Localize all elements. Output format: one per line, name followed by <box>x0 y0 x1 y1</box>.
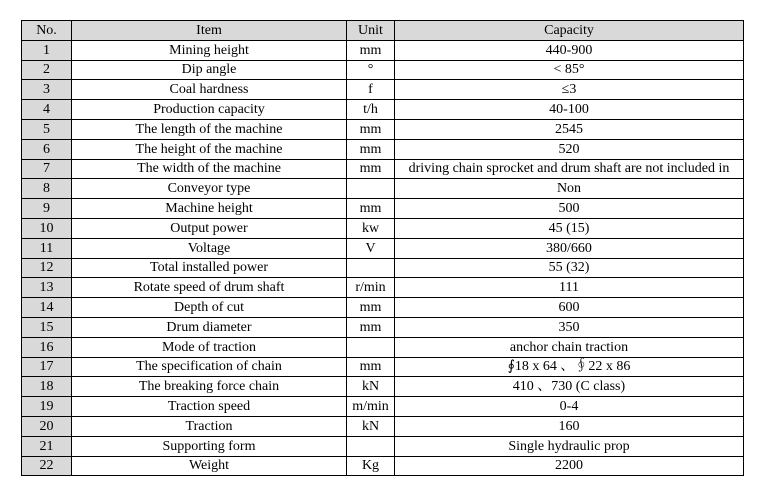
row-number-cell: 17 <box>22 357 72 377</box>
row-number-cell: 21 <box>22 436 72 456</box>
row-number-cell: 4 <box>22 100 72 120</box>
item-cell: Production capacity <box>72 100 347 120</box>
header-unit: Unit <box>347 21 395 41</box>
capacity-cell: 0-4 <box>395 397 744 417</box>
capacity-cell: Non <box>395 179 744 199</box>
table-row <box>22 238 744 258</box>
table-row <box>22 119 744 139</box>
unit-cell: kN <box>347 377 395 397</box>
item-cell: The width of the machine <box>72 159 347 179</box>
table-row <box>22 199 744 219</box>
item-cell: Total installed power <box>72 258 347 278</box>
capacity-cell: driving chain sprocket and drum shaft are not included in <box>395 159 744 179</box>
capacity-cell: 160 <box>395 416 744 436</box>
unit-cell <box>347 179 395 199</box>
header-item: Item <box>72 21 347 41</box>
specification-table <box>21 20 744 476</box>
table-row <box>22 337 744 357</box>
capacity-cell: 45 (15) <box>395 218 744 238</box>
item-cell: The length of the machine <box>72 119 347 139</box>
capacity-cell: 350 <box>395 317 744 337</box>
header-no: No. <box>22 21 72 41</box>
table-row <box>22 179 744 199</box>
header-capacity: Capacity <box>395 21 744 41</box>
table-header-row <box>22 21 744 41</box>
unit-cell: kN <box>347 416 395 436</box>
row-number-cell: 9 <box>22 199 72 219</box>
row-number-cell: 3 <box>22 80 72 100</box>
row-number-cell: 1 <box>22 40 72 60</box>
unit-cell: mm <box>347 159 395 179</box>
item-cell: Traction speed <box>72 397 347 417</box>
item-cell: Drum diameter <box>72 317 347 337</box>
table-row <box>22 377 744 397</box>
row-number-cell: 20 <box>22 416 72 436</box>
capacity-cell: 600 <box>395 298 744 318</box>
unit-cell: mm <box>347 139 395 159</box>
unit-cell: m/min <box>347 397 395 417</box>
row-number-cell: 15 <box>22 317 72 337</box>
capacity-cell: Single hydraulic prop <box>395 436 744 456</box>
table-row <box>22 317 744 337</box>
row-number-cell: 6 <box>22 139 72 159</box>
row-number-cell: 14 <box>22 298 72 318</box>
unit-cell: t/h <box>347 100 395 120</box>
capacity-cell: 111 <box>395 278 744 298</box>
unit-cell <box>347 258 395 278</box>
row-number-cell: 22 <box>22 456 72 476</box>
item-cell: Weight <box>72 456 347 476</box>
item-cell: The height of the machine <box>72 139 347 159</box>
capacity-cell: 2200 <box>395 456 744 476</box>
capacity-cell: < 85° <box>395 60 744 80</box>
capacity-cell: 2545 <box>395 119 744 139</box>
item-cell: Rotate speed of drum shaft <box>72 278 347 298</box>
unit-cell: mm <box>347 40 395 60</box>
item-cell: Dip angle <box>72 60 347 80</box>
item-cell: Traction <box>72 416 347 436</box>
capacity-cell: ≤3 <box>395 80 744 100</box>
unit-cell: kw <box>347 218 395 238</box>
item-cell: Coal hardness <box>72 80 347 100</box>
item-cell: Conveyor type <box>72 179 347 199</box>
row-number-cell: 11 <box>22 238 72 258</box>
table-row <box>22 159 744 179</box>
table-row <box>22 416 744 436</box>
capacity-cell: 55 (32) <box>395 258 744 278</box>
row-number-cell: 13 <box>22 278 72 298</box>
row-number-cell: 12 <box>22 258 72 278</box>
unit-cell <box>347 337 395 357</box>
table-row <box>22 357 744 377</box>
table-body <box>22 40 744 476</box>
table-row <box>22 40 744 60</box>
table-row <box>22 456 744 476</box>
capacity-cell: 500 <box>395 199 744 219</box>
unit-cell: mm <box>347 298 395 318</box>
row-number-cell: 7 <box>22 159 72 179</box>
item-cell: Machine height <box>72 199 347 219</box>
item-cell: The specification of chain <box>72 357 347 377</box>
capacity-cell: ∮18 x 64 、∮22 x 86 <box>395 357 744 377</box>
capacity-cell: 410 、730 (C class) <box>395 377 744 397</box>
unit-cell: f <box>347 80 395 100</box>
item-cell: Voltage <box>72 238 347 258</box>
table-row <box>22 278 744 298</box>
item-cell: Supporting form <box>72 436 347 456</box>
table-row <box>22 397 744 417</box>
unit-cell: V <box>347 238 395 258</box>
item-cell: Mode of traction <box>72 337 347 357</box>
item-cell: Mining height <box>72 40 347 60</box>
unit-cell: Kg <box>347 456 395 476</box>
capacity-cell: 40-100 <box>395 100 744 120</box>
table-row <box>22 218 744 238</box>
capacity-cell: 440-900 <box>395 40 744 60</box>
table-row <box>22 298 744 318</box>
item-cell: The breaking force chain <box>72 377 347 397</box>
table-row <box>22 436 744 456</box>
table-row <box>22 258 744 278</box>
capacity-cell: 380/660 <box>395 238 744 258</box>
unit-cell: r/min <box>347 278 395 298</box>
row-number-cell: 2 <box>22 60 72 80</box>
row-number-cell: 8 <box>22 179 72 199</box>
table-row <box>22 139 744 159</box>
capacity-cell: 520 <box>395 139 744 159</box>
row-number-cell: 18 <box>22 377 72 397</box>
capacity-cell: anchor chain traction <box>395 337 744 357</box>
table-row <box>22 60 744 80</box>
table-row <box>22 80 744 100</box>
table-row <box>22 100 744 120</box>
unit-cell: mm <box>347 317 395 337</box>
row-number-cell: 16 <box>22 337 72 357</box>
row-number-cell: 10 <box>22 218 72 238</box>
unit-cell: mm <box>347 357 395 377</box>
row-number-cell: 19 <box>22 397 72 417</box>
unit-cell: mm <box>347 119 395 139</box>
item-cell: Output power <box>72 218 347 238</box>
item-cell: Depth of cut <box>72 298 347 318</box>
unit-cell <box>347 436 395 456</box>
unit-cell: ° <box>347 60 395 80</box>
row-number-cell: 5 <box>22 119 72 139</box>
unit-cell: mm <box>347 199 395 219</box>
